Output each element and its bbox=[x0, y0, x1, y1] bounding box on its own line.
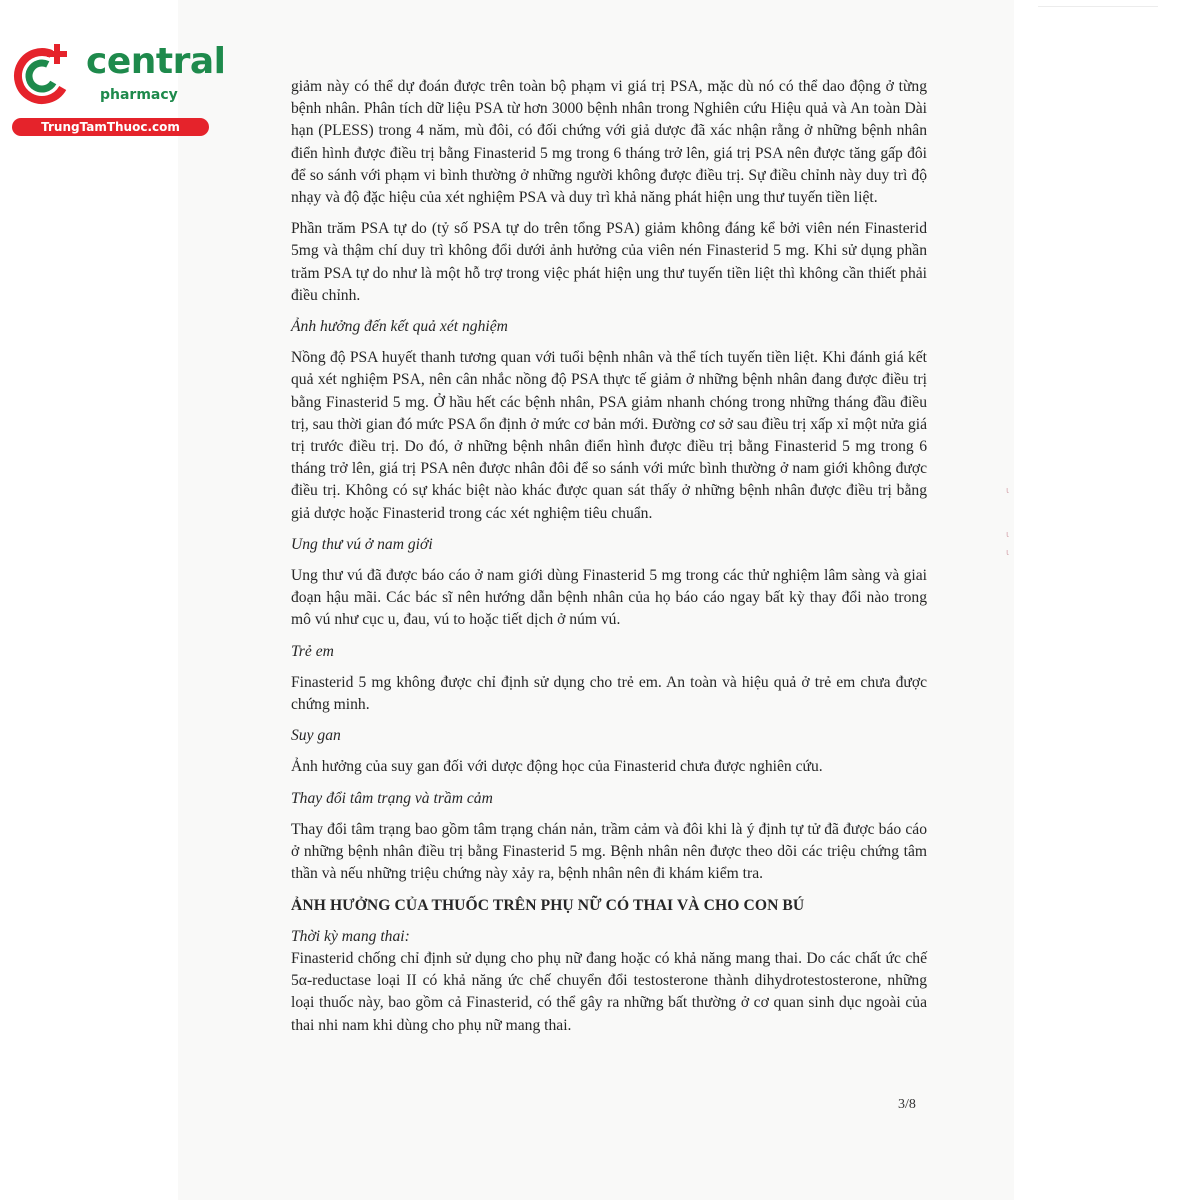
paragraph-free-psa: Phần trăm PSA tự do (tỷ số PSA tự do trên tổng PSA) giảm không đáng kể bởi viên nén Finasterid 5mg và thậm chí duy trì không đổi dưới ảnh hưởng của viên nén Finasterid 5 mg. Khi sử dụng phần trăm PSA tự do như là một hỗ trợ trong việc phát hiện ung thư tuyến tiền liệt thì không cần thiết phải điều chỉnh. bbox=[291, 220, 927, 304]
document-body bbox=[291, 76, 927, 1046]
section-heading-pregnancy: ẢNH HƯỞNG CỦA THUỐC TRÊN PHỤ NỮ CÓ THAI VÀ CHO CON BÚ bbox=[291, 896, 805, 914]
paragraph-serum-psa: Nồng độ PSA huyết thanh tương quan với tuổi bệnh nhân và thể tích tuyến tiền liệt. Khi đánh giá kết quả xét nghiệm PSA, nên cân nhắc nồng độ PSA thực tế giảm ở những bệnh nhân đang được điều trị bằng Finasterid 5 mg. Ở hầu hết các bệnh nhân, PSA giảm nhanh chóng trong những tháng đầu điều trị, sau thời gian đó mức PSA ổn định ở mức cơ bản mới. Đường cơ sở sau điều trị xấp xỉ một nửa giá trị trước điều trị. Do đó, ở những bệnh nhân điển hình được điều trị bằng Finasterid 5 mg trong 6 tháng trở lên, giá trị PSA nên được nhân đôi để so sánh với mức bình thường ở nam giới không được điều trị. Không có sự khác biệt nào khác được quan sát thấy ở những bệnh nhân được điều trị bằng giả dược hoặc Finasterid trong các xét nghiệm tiêu chuẩn. bbox=[291, 349, 927, 522]
subheading-mood: Thay đổi tâm trạng và trầm cảm bbox=[291, 789, 493, 807]
brand-logo[interactable] bbox=[12, 38, 226, 138]
faint-header-mark bbox=[1038, 6, 1158, 15]
margin-mark: ι bbox=[1006, 548, 1010, 558]
paragraph-pregnancy: Finasterid chống chỉ định sử dụng cho phụ nữ đang hoặc có khả năng mang thai. Do các chất ức chế 5α-reductase loại II có khả năng ức chế chuyển đổi testosterone thành dihydrotestosterone, những loại thuốc này, bao gồm cả Finasterid, có thể gây ra những bất thường ở cơ quan sinh dục ngoài của thai nhi nam khi dùng cho phụ nữ mang thai. bbox=[291, 949, 927, 1034]
paragraph-children: Finasterid 5 mg không được chỉ định sử dụng cho trẻ em. An toàn và hiệu quả ở trẻ em chưa được chứng minh. bbox=[291, 673, 927, 714]
subheading-pregnancy-period: Thời kỳ mang thai: bbox=[291, 927, 410, 945]
subheading-lab-effects: Ảnh hưởng đến kết quả xét nghiệm bbox=[291, 318, 508, 336]
brand-website[interactable]: TrungTamThuoc.com bbox=[12, 118, 209, 136]
subheading-children: Trẻ em bbox=[291, 642, 334, 660]
paragraph-psa-prediction: giảm này có thể dự đoán được trên toàn bộ phạm vi giá trị PSA, mặc dù nó có thể dao động ở từng bệnh nhân. Phân tích dữ liệu PSA từ hơn 3000 bệnh nhân trong Nghiên cứu Hiệu quả và An toàn Dài hạn (PLESS) trong 4 năm, mù đôi, có đối chứng với giả dược đã xác nhận rằng ở những bệnh nhân điển hình được điều trị bằng Finasterid 5 mg trong 6 tháng trở lên, giá trị PSA nên được tăng gấp đôi để so sánh với phạm vi bình thường ở những người không được điều trị. Sự điều chỉnh này duy trì độ nhạy và độ đặc hiệu của xét nghiệm PSA và duy trì khả năng phát hiện ung thư tuyến tiền liệt. bbox=[291, 78, 927, 207]
page-number: 3/8 bbox=[898, 1097, 916, 1112]
paragraph-liver: Ảnh hưởng của suy gan đối với dược động học của Finasterid chưa được nghiên cứu. bbox=[291, 758, 823, 776]
margin-mark: ι bbox=[1006, 486, 1010, 496]
margin-mark: ι bbox=[1006, 530, 1010, 540]
paragraph-breast-cancer: Ung thư vú đã được báo cáo ở nam giới dùng Finasterid 5 mg trong các thử nghiệm lâm sàng và giai đoạn hậu mãi. Các bác sĩ nên hướng dẫn bệnh nhân của họ báo cáo ngay bất kỳ thay đổi nào trong mô vú như cục u, đau, vú to hoặc tiết dịch ở núm vú. bbox=[291, 567, 927, 629]
subheading-liver: Suy gan bbox=[291, 727, 341, 745]
brand-name: central bbox=[86, 41, 226, 82]
paragraph-mood: Thay đổi tâm trạng bao gồm tâm trạng chán nản, trầm cảm và đôi khi là ý định tự tử đã được báo cáo ở những bệnh nhân điều trị bằng Finasterid 5 mg. Bệnh nhân nên được theo dõi các triệu chứng tâm thần và nếu những triệu chứng này xảy ra, bệnh nhân nên đi khám kiểm tra. bbox=[291, 820, 927, 883]
pharmacy-cross-icon bbox=[12, 40, 78, 106]
subheading-male-breast-cancer: Ung thư vú ở nam giới bbox=[291, 535, 433, 553]
brand-subtitle: pharmacy bbox=[100, 87, 178, 103]
